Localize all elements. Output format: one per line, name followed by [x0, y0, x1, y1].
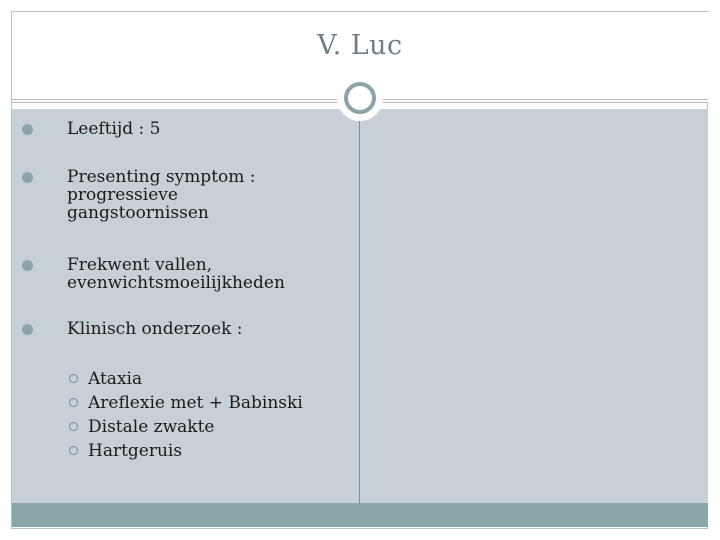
bullet-text: Presenting symptom : — [67, 167, 256, 187]
bullet-dot-icon — [22, 324, 33, 335]
circle-bullet-icon — [69, 446, 78, 455]
sub-bullet-text: Hartgeruis — [88, 441, 183, 461]
bullet-text: Leeftijd : 5 — [67, 119, 161, 139]
circle-bullet-icon — [69, 374, 78, 383]
sub-bullet-text: Ataxia — [88, 369, 143, 389]
bullet-dot-icon — [22, 260, 33, 271]
bullet-text: progressieve — [67, 185, 178, 205]
bullet-text: gangstoornissen — [67, 203, 209, 223]
bullet-text: evenwichtsmoeilijkheden — [67, 273, 285, 293]
bullet-dot-icon — [22, 172, 33, 183]
circle-bullet-icon — [69, 422, 78, 431]
circle-ornament-icon — [337, 75, 383, 121]
footer-bar — [12, 503, 708, 527]
sub-bullet-text: Distale zwakte — [88, 417, 215, 437]
sub-bullet-text: Areflexie met + Babinski — [88, 393, 303, 413]
bullet-text: Frekwent vallen, — [67, 255, 213, 275]
circle-bullet-icon — [69, 398, 78, 407]
vertical-divider — [359, 100, 360, 503]
slide-title: V. Luc — [317, 30, 403, 61]
bullet-dot-icon — [22, 124, 33, 135]
bullet-text: Klinisch onderzoek : — [67, 319, 243, 339]
